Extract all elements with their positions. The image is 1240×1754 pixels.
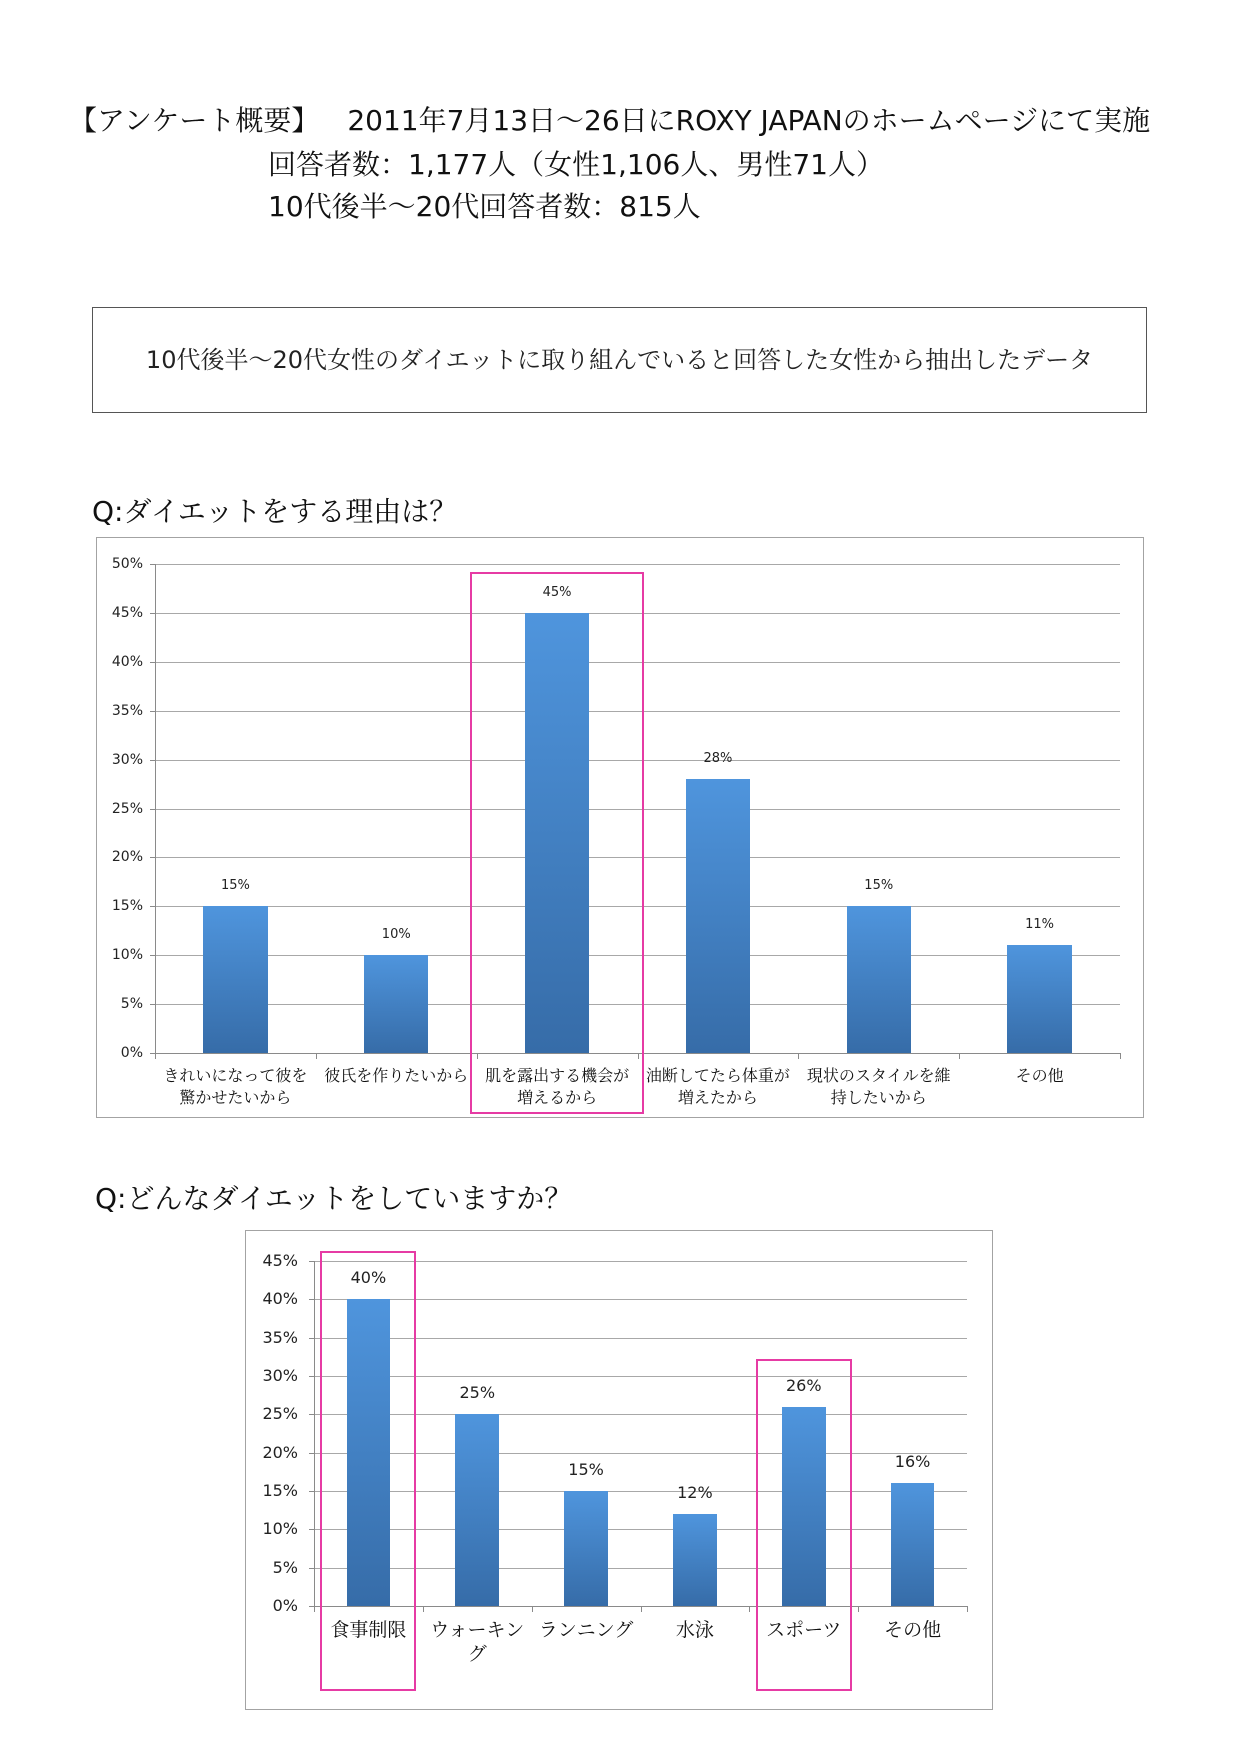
bar <box>564 1491 608 1606</box>
data-label: 45% <box>542 584 572 600</box>
gridline <box>155 564 1120 565</box>
y-axis <box>314 1261 315 1607</box>
y-tick-label: 5% <box>272 1558 298 1577</box>
data-label: 16% <box>894 1452 931 1472</box>
y-axis <box>155 564 156 1054</box>
survey-period: 2011年7月13日〜26日にROXY JAPANのホームページにて実施 <box>347 104 1151 137</box>
x-axis-tick <box>423 1606 424 1612</box>
category-label: きれいになって彼を驚かせたいから <box>163 1066 308 1107</box>
data-label: 11% <box>1025 917 1055 933</box>
note-text: 10代後半〜20代女性のダイエットに取り組んでいると回答した女性から抽出したデータ <box>145 346 1094 374</box>
note-box <box>92 307 1147 413</box>
y-tick-label: 45% <box>111 605 143 621</box>
y-tick-label: 5% <box>120 996 143 1012</box>
y-tick-label: 35% <box>111 703 143 719</box>
y-tick-label: 15% <box>262 1481 298 1500</box>
x-axis-tick <box>155 1053 156 1059</box>
data-label: 28% <box>703 751 733 767</box>
x-axis-tick <box>798 1053 799 1059</box>
y-tick-label: 10% <box>111 947 143 963</box>
category-label: 油断してたら体重が増えたから <box>645 1066 790 1107</box>
chart-diet-reasons <box>96 537 1144 1118</box>
category-label: ウォーキング <box>430 1619 525 1665</box>
y-tick-label: 20% <box>111 849 143 865</box>
bar <box>1007 945 1071 1053</box>
y-tick-label: 15% <box>111 898 143 914</box>
bar <box>847 906 911 1053</box>
bar <box>203 906 267 1053</box>
question-1-title: Q:ダイエットをする理由は？ <box>92 495 458 528</box>
category-label: 水泳 <box>675 1619 714 1641</box>
x-axis-tick <box>314 1606 315 1612</box>
data-label: 15% <box>568 1460 604 1479</box>
chart-diet-methods <box>245 1230 993 1710</box>
x-axis-tick <box>959 1053 960 1059</box>
y-tick-label: 30% <box>111 752 143 768</box>
x-axis-tick <box>316 1053 317 1059</box>
y-tick-label: 0% <box>272 1596 298 1615</box>
y-tick-label: 40% <box>111 654 143 670</box>
bar <box>364 955 428 1053</box>
category-label: 現状のスタイルを維持したいから <box>806 1066 951 1107</box>
y-tick-label: 30% <box>262 1366 298 1385</box>
respondent-count: 回答者数：1,177人（女性1,106人、男性71人） <box>268 148 884 181</box>
target-respondent-count: 10代後半〜20代回答者数：815人 <box>268 190 701 223</box>
y-tick-label: 10% <box>262 1519 298 1538</box>
data-label: 26% <box>785 1375 822 1395</box>
category-label: ランニング <box>538 1619 634 1641</box>
y-tick-label: 45% <box>262 1251 298 1270</box>
data-label: 15% <box>864 878 894 894</box>
highlight-box <box>320 1251 416 1691</box>
survey-summary-label: 【アンケート概要】 <box>69 104 320 137</box>
y-tick-label: 50% <box>111 556 143 572</box>
category-label: その他 <box>884 1619 942 1641</box>
highlight-box <box>756 1359 852 1691</box>
y-tick-label: 25% <box>111 801 143 817</box>
y-tick-label: 0% <box>120 1045 143 1061</box>
x-axis-tick <box>641 1606 642 1612</box>
category-label: 食事制限 <box>330 1619 407 1641</box>
data-label: 10% <box>381 927 411 943</box>
data-label: 12% <box>677 1483 713 1502</box>
data-label: 15% <box>220 878 250 894</box>
category-label: その他 <box>1015 1066 1064 1085</box>
y-tick-label: 40% <box>262 1289 298 1308</box>
category-label: 彼氏を作りたいから <box>324 1066 469 1085</box>
bar <box>673 1514 717 1606</box>
x-axis-tick <box>1120 1053 1121 1059</box>
highlight-box <box>470 572 644 1114</box>
y-tick-label: 25% <box>262 1404 298 1423</box>
x-axis-tick <box>532 1606 533 1612</box>
bar <box>686 779 750 1053</box>
x-axis-tick <box>967 1606 968 1612</box>
x-axis-tick <box>858 1606 859 1612</box>
bar <box>455 1414 499 1606</box>
data-label: 40% <box>350 1268 387 1288</box>
category-label: スポーツ <box>766 1619 842 1641</box>
x-axis-tick <box>749 1606 750 1612</box>
category-label: 肌を露出する機会が増えるから <box>485 1066 630 1107</box>
survey-summary-line <box>69 103 1150 139</box>
question-2-title: Q:どんなダイエットをしていますか？ <box>95 1182 573 1215</box>
y-tick-label: 20% <box>262 1443 298 1462</box>
data-label: 25% <box>459 1383 496 1403</box>
bar <box>891 1483 935 1606</box>
y-tick-label: 35% <box>262 1328 298 1347</box>
